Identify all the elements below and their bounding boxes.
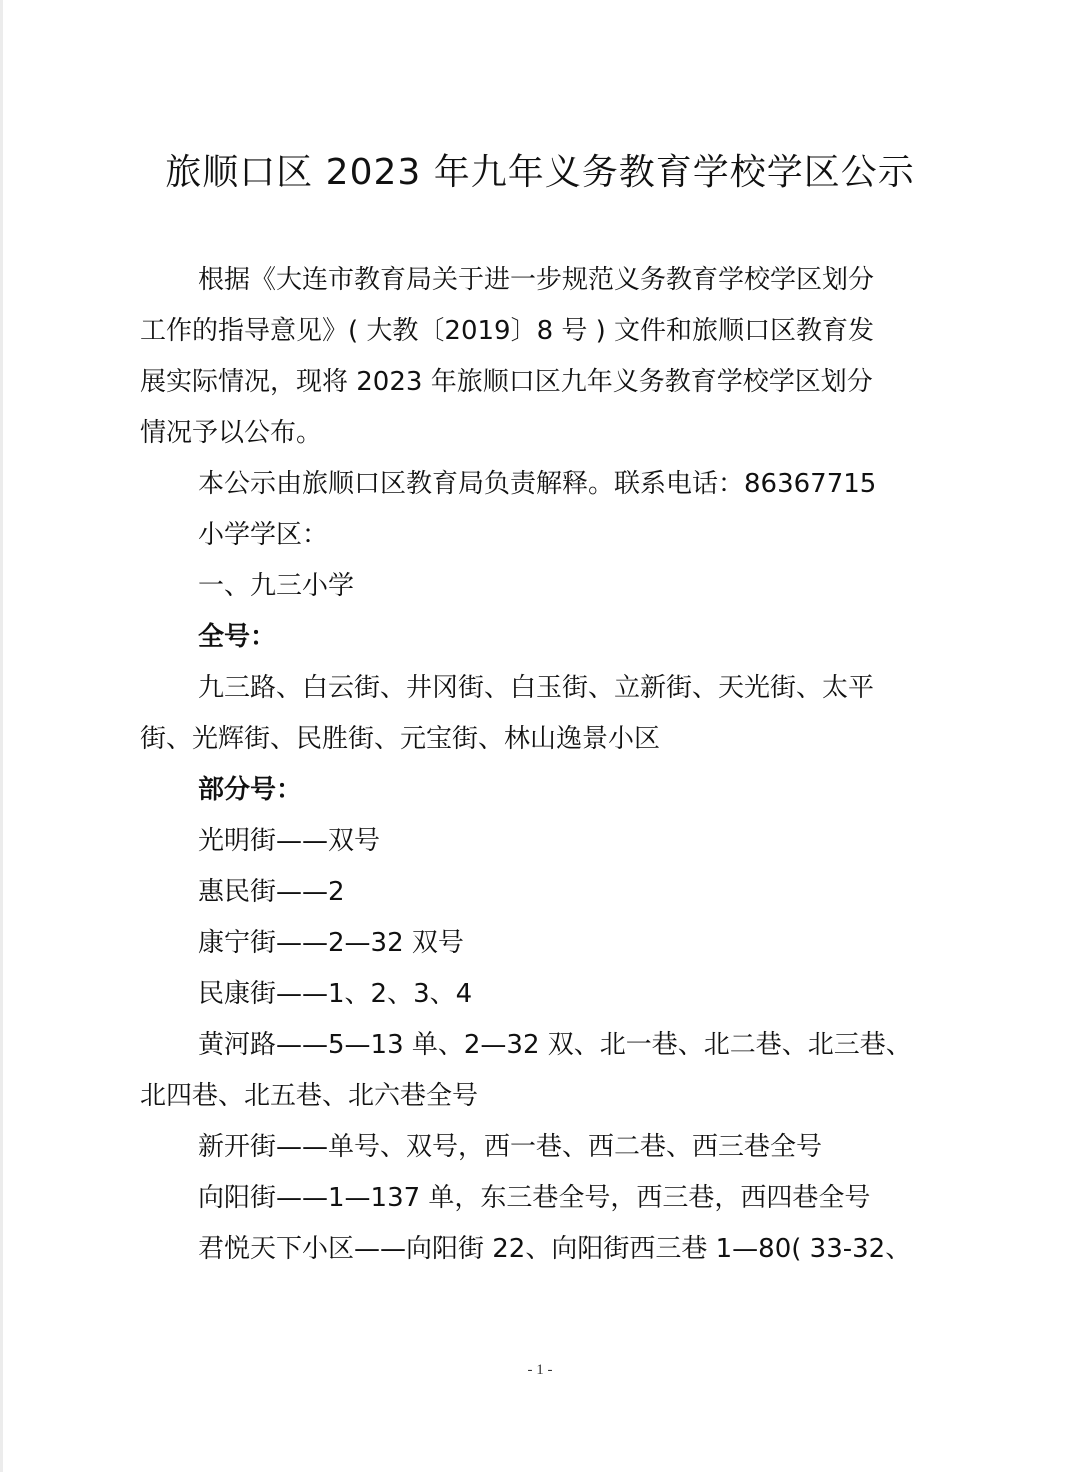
intro-line-4: 情况予以公布。 <box>140 418 323 448</box>
page-number: - 1 - <box>527 1362 553 1378</box>
section-heading: 小学学区： <box>198 520 329 550</box>
intro-line-2: 工作的指导意见》( 大教〔2019〕8 号 ) 文件和旅顺口区教育发 <box>140 316 875 346</box>
partial-number-label: 部分号： <box>198 775 303 805</box>
partial-entry: 君悦天下小区——向阳街 22、向阳街西三巷 1—80( 33-32、 <box>198 1234 912 1264</box>
partial-entry: 向阳街——1—137 单，东三巷全号，西三巷，西四巷全号 <box>198 1183 871 1213</box>
partial-entry: 黄河路——5—13 单、2—32 双、北一巷、北二巷、北三巷、 <box>198 1030 912 1060</box>
intro-line-3: 展实际情况，现将 2023 年旅顺口区九年义务教育学校学区划分 <box>140 367 873 397</box>
full-streets-line-2: 街、光辉街、民胜街、元宝街、林山逸景小区 <box>140 724 661 754</box>
full-streets-line-1: 九三路、白云街、井冈街、白玉街、立新街、天光街、太平 <box>198 673 875 703</box>
full-number-label: 全号： <box>198 622 277 652</box>
partial-entry: 光明街——双号 <box>198 826 381 856</box>
school-heading: 一、九三小学 <box>198 571 355 601</box>
partial-entry-continued: 北四巷、北五巷、北六巷全号 <box>140 1081 479 1111</box>
partial-entry: 民康街——1、2、3、4 <box>198 979 473 1009</box>
partial-entry: 康宁街——2—32 双号 <box>198 928 464 958</box>
document-title: 旅顺口区 2023 年九年义务教育学校学区公示 <box>165 152 915 193</box>
intro-line-1: 根据《大连市教育局关于进一步规范义务教育学校学区划分 <box>198 265 875 295</box>
partial-entry: 惠民街——2 <box>198 877 345 907</box>
contact-line: 本公示由旅顺口区教育局负责解释。联系电话：86367715 <box>198 469 877 499</box>
page-edge-shadow <box>0 0 3 1472</box>
partial-entry: 新开街——单号、双号，西一巷、西二巷、西三巷全号 <box>198 1132 823 1162</box>
